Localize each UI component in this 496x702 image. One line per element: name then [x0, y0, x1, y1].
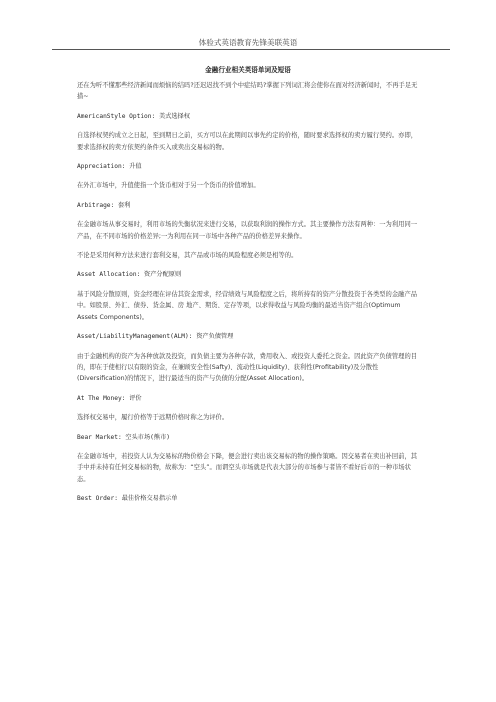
definition-arbitrage: 在金融市场从事交易时，利用市场的失衡状况来进行交易，以获取利润的操作方式。其主要操作方法有两种：一为利用同一产品，在不同市场的价格差异;一为利用在同一市场中各种产品的价格差异来操作。: [77, 221, 418, 240]
header-divider: [52, 49, 450, 50]
term-appreciation: Appreciation: 升值: [77, 163, 142, 171]
definition-appreciation: 在外汇市场中，升值使指一个货币相对于另一个货币的价值增加。: [77, 182, 260, 190]
definition-arbitrage-note: 不论是采用何种方法来进行套利交易，其产品或市场的风险程度必须是相等的。: [77, 252, 298, 260]
definition-american-style-option: 自选择权契约成立之日起，至到期日之前，买方可以在此期间以事先约定的价格，随时要求选择权的卖方履行契约。亦即，要求选择权的卖方依契约条件买入或卖出交易标的物。: [77, 132, 418, 151]
intro-paragraph: 还在为听不懂那些经济新闻而烦恼的结吗?还迟迟找不到个中症结吗?掌握下列词汇将会使你在面对经济新闻时，不再手足无措~: [77, 82, 418, 101]
term-asset-allocation: Asset Allocation: 资产分配原则: [77, 271, 182, 279]
term-best-order: Best Order: 最佳价格交易指示单: [77, 495, 178, 503]
definition-asset-liability-management: 由于金融机构的资产为各种放款及投资，而负债主要为各种存款，费用收入、或投资人委托之资金。因此资产负债管理的目的，即在于使相行以有限的资金，在兼顾安全性(Safty)、流动性(Liquidity)、获利性(Profitability)及分散性(Diversification)的情况下，进行最适当的资产与负债的分配(Asset Allocation)。: [77, 352, 418, 383]
definition-at-the-money: 选择权交易中，履行价格等于远期价格时称之为评价。: [77, 414, 229, 422]
page-header: 体验式英语教育先锋美联英语: [198, 38, 298, 47]
definition-asset-allocation: 基于风险分散原则，资金经理在评估其资金需求，经营绩效与风险程度之后，将所持有的资产分散投资于各类型的金融产品中。如股票、外汇、债券、货金属、房 地产、期货、定存等项，以求得收益与风险均衡的最适当资产组合(Optimum Assets Components)。: [77, 290, 418, 321]
term-american-style-option: AmericanStyle Option: 美式选择权: [77, 112, 190, 120]
term-at-the-money: At The Money: 评价: [77, 394, 142, 402]
term-bear-market: Bear Market: 空头市场(熊市): [77, 433, 171, 441]
term-asset-liability-management: Asset/LiabilityManagement(ALM): 资产负债管理: [77, 333, 234, 341]
document-body: [77, 80, 423, 513]
document-title: 金融行业相关英语单词及短语: [205, 66, 291, 74]
definition-bear-market: 在金融市场中，若投资人认为交易标的物价格会下降，便会进行卖出该交易标的物的操作策略。因交易者在卖出补回前，其手中并未持有任何交易标的物，故称为：“空头”。而谓空头市场就是代表大部分的市场参与者皆不看好后市的一种市场状态。: [77, 452, 418, 483]
term-arbitrage: Arbitrage: 套利: [77, 201, 131, 209]
